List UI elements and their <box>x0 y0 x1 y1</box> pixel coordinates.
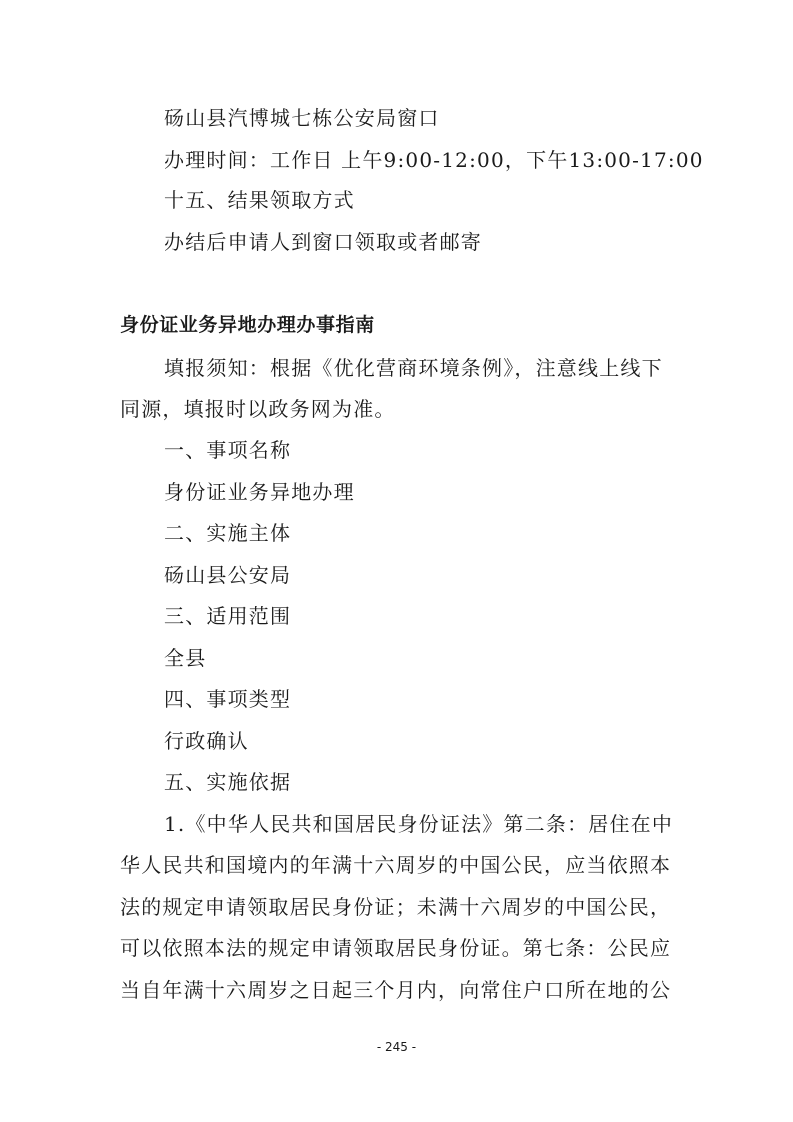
basis-line-2: 华人民共和国境内的年满十六周岁的中国公民，应当依照本 <box>120 853 672 877</box>
section-4-title: 四、事项类型 <box>164 687 292 711</box>
section-3-title: 三、适用范围 <box>164 604 292 628</box>
page-number: - 245 - <box>376 1040 417 1054</box>
notice-line-1: 填报须知：根据《优化营商环境条例》，注意线上线下 <box>164 356 663 380</box>
section-5-title: 五、实施依据 <box>164 770 292 794</box>
basis-line-1: 1.《中华人民共和国居民身份证法》第二条：居住在中 <box>164 812 674 836</box>
basis-line-3: 法的规定申请领取居民身份证；未满十六周岁的中国公民， <box>120 895 672 919</box>
section-2-text: 砀山县公安局 <box>164 563 292 587</box>
section-15-title: 十五、结果领取方式 <box>164 188 355 212</box>
office-hours: 办理时间：工作日 上午9:00-12:00，下午13:00-17:00 <box>164 148 704 172</box>
section-15-text: 办结后申请人到窗口领取或者邮寄 <box>164 230 482 254</box>
section-4-text: 行政确认 <box>164 729 249 753</box>
section-3-text: 全县 <box>164 646 207 670</box>
basis-line-5: 当自年满十六周岁之日起三个月内，向常住户口所在地的公 <box>120 978 672 1002</box>
section-1-title: 一、事项名称 <box>164 438 292 462</box>
section-2-title: 二、实施主体 <box>164 521 292 545</box>
guide-title: 身份证业务异地办理办事指南 <box>120 314 375 336</box>
section-1-text: 身份证业务异地办理 <box>164 480 355 504</box>
office-location: 砀山县汽博城七栋公安局窗口 <box>164 106 440 130</box>
basis-line-4: 可以依照本法的规定申请领取居民身份证。第七条：公民应 <box>120 936 672 960</box>
notice-line-2: 同源，填报时以政务网为准。 <box>120 397 396 421</box>
